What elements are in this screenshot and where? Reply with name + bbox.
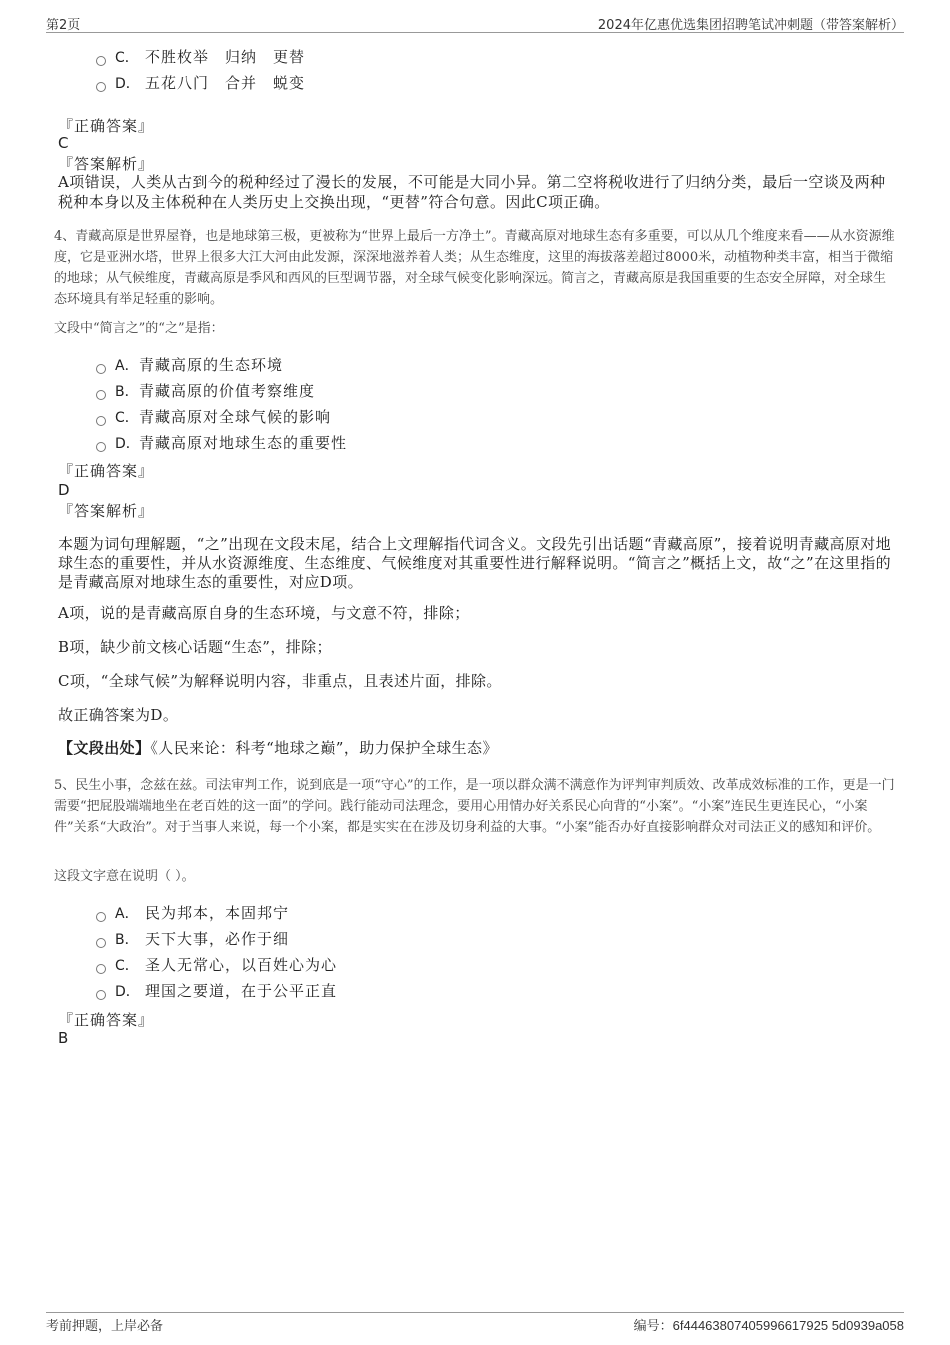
- q4-analysis-label: 『答案解析』: [58, 502, 155, 520]
- q4-text: 4、青藏高原是世界屋脊，也是地球第三极，更被称为“世界上最后一方净土”。青藏高原对地球生态有多重要，可以从几个维度来看——从水资源维度，它是亚洲水塔，世界上很多大江大河由此发源，深深地滋养着人类；从生态维度，这里的海拔落差超过8000米，动植物种类丰富，相当于微缩的地球；从气候维度，青藏高原是季风和西风的巨型调节器，对全球气候变化影响深远。简言之，青藏高原是我国重要的生态安全屏障，对全球生态环境具有举足轻重的影响。: [54, 229, 895, 307]
- q3-analysis: A项错误，人类从古到今的税种经过了漫长的发展，不可能是大同小异。第二空将税收进行了归纳分类，最后一空谈及两种税种本身以及主体税种在人类历史上交换出现，“更替”符合句意。因此C项正确。: [58, 173, 886, 211]
- q5-question: 这段文字意在说明（ ）。: [54, 869, 195, 884]
- q4-source-text: 《人民来论：科考“地球之巅”，助力保护全球生态》: [150, 739, 498, 757]
- footer-code: [634, 1315, 904, 1334]
- q3-option-d[interactable]: D． 五花八门 合并 蜕变: [96, 72, 305, 94]
- q5-answer-label: 『正确答案』: [58, 1011, 155, 1029]
- q4-option-d[interactable]: D．青藏高原对地球生态的重要性: [96, 432, 347, 454]
- q4-option-a[interactable]: A．青藏高原的生态环境: [96, 354, 283, 376]
- radio-icon[interactable]: [96, 390, 106, 400]
- radio-icon[interactable]: [96, 990, 106, 1000]
- q5-text: 5、民生小事，念兹在兹。司法审判工作，说到底是一项“守心”的工作，是一项以群众满不满意作为评判审判质效、改革成效标准的工作，更是一门需要“把屁股端端地坐在老百姓的这一面”的学问。践行能动司法理念，要用心用情办好关系民心向背的“小案”。“小案”连民生更连民心，“小案件”关系“大政治”。对于当事人来说，每一个小案，都是实实在在涉及切身利益的大事。“小案”能否办好直接影响群众对司法正义的感知和评价。: [54, 778, 895, 835]
- q4-analysis-paragraph: A项，说的是青藏高原自身的生态环境，与文意不符，排除；: [58, 604, 470, 622]
- radio-icon[interactable]: [96, 912, 106, 922]
- q4-analysis-paragraph: B项，缺少前文核心话题“生态”，排除；: [58, 638, 332, 656]
- q5-option-b[interactable]: B． 天下大事，必作于细: [96, 928, 289, 950]
- q5-option-a[interactable]: A． 民为邦本，本固邦宁: [96, 902, 289, 924]
- page-footer: [46, 1312, 904, 1333]
- radio-icon[interactable]: [96, 938, 106, 948]
- q4-answer-label: 『正确答案』: [58, 462, 155, 480]
- q4-source-label: 【文段出处】: [58, 739, 151, 757]
- q5-answer: B: [58, 1029, 69, 1047]
- q3-answer: C: [58, 134, 69, 152]
- footer-slogan: 考前押题，上岸必备: [46, 1319, 164, 1334]
- q4-analysis-paragraph: 本题为词句理解题，“之”出现在文段末尾，结合上文理解指代词含义。文段先引出话题“青藏高原”，接着说明青藏高原对地球生态的重要性，并从水资源维度、生态维度、气候维度对其重要性进行解释说明。“简言之”概括上文，故“之”在这里指的是青藏高原对地球生态的重要性，对应D项。: [58, 535, 892, 591]
- footer-code-label: 编号：: [633, 1319, 673, 1334]
- radio-icon[interactable]: [96, 56, 106, 66]
- q4-analysis-paragraph: 故正确答案为D。: [58, 706, 179, 724]
- radio-icon[interactable]: [96, 82, 106, 92]
- radio-icon[interactable]: [96, 964, 106, 974]
- page-header: [46, 14, 904, 33]
- q3-answer-label: 『正确答案』: [58, 117, 155, 135]
- q4-analysis-paragraph: C项，“全球气候”为解释说明内容，非重点，且表述片面，排除。: [58, 672, 502, 690]
- q4-answer: D: [58, 481, 70, 499]
- q4-question: 文段中“简言之”的“之”是指：: [54, 321, 224, 336]
- q4-option-b[interactable]: B．青藏高原的价值考察维度: [96, 380, 315, 402]
- page-number: 第2页: [46, 18, 81, 33]
- footer-code-value: 6f44463807405996617925 5d0939a058: [672, 1318, 904, 1333]
- radio-icon[interactable]: [96, 442, 106, 452]
- q5-option-d[interactable]: D． 理国之要道，在于公平正直: [96, 980, 337, 1002]
- document-title: 2024年亿惠优选集团招聘笔试冲刺题（带答案解析）: [597, 18, 904, 33]
- q4-source: [58, 739, 894, 758]
- radio-icon[interactable]: [96, 416, 106, 426]
- q3-option-c[interactable]: C． 不胜枚举 归纳 更替: [96, 46, 305, 68]
- q5-option-c[interactable]: C． 圣人无常心，以百姓心为心: [96, 954, 337, 976]
- q4-option-c[interactable]: C．青藏高原对全球气候的影响: [96, 406, 331, 428]
- q3-analysis-label: 『答案解析』: [58, 155, 155, 173]
- radio-icon[interactable]: [96, 364, 106, 374]
